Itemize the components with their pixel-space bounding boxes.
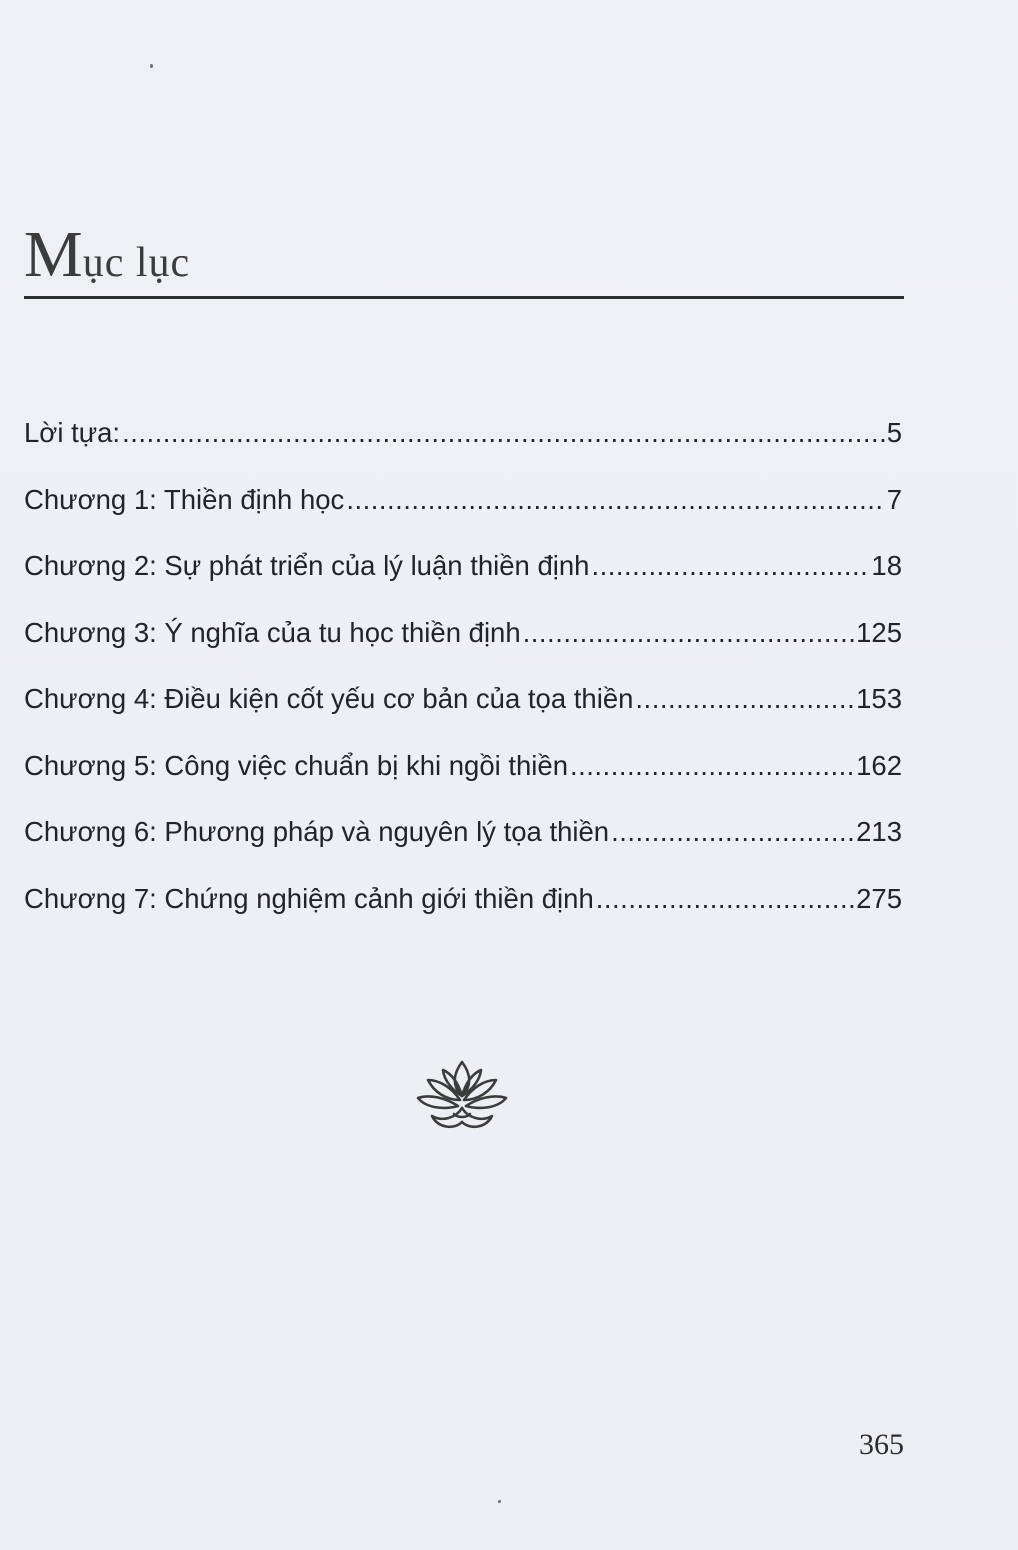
toc-entry[interactable] — [24, 410, 902, 477]
toc-entry[interactable] — [24, 676, 902, 743]
print-speck — [498, 1500, 501, 1503]
toc-entry-page: 275 — [856, 882, 902, 914]
toc-leader-dots — [523, 610, 854, 656]
lotus-icon — [412, 1056, 512, 1136]
toc-entry[interactable] — [24, 809, 902, 876]
toc-entry[interactable] — [24, 543, 902, 610]
toc-entry-label: Lời tựa: — [24, 417, 121, 448]
page-title-initial: M — [24, 218, 83, 291]
toc-entry[interactable] — [24, 876, 902, 943]
toc-leader-dots — [591, 543, 869, 589]
toc-leader-dots — [596, 876, 854, 922]
toc-entry-page: 162 — [856, 749, 902, 781]
toc-entry-page: 153 — [856, 683, 902, 714]
toc-leader-dots — [611, 809, 854, 855]
toc-entry-label: Chương 2: Sự phát triển của lý luận thiền định — [24, 550, 590, 581]
toc-entry[interactable] — [24, 743, 902, 810]
toc-entry-label: Chương 6: Phương pháp và nguyên lý tọa thiền — [24, 816, 610, 847]
table-of-contents — [24, 410, 902, 942]
toc-entry-page: 5 — [886, 417, 902, 448]
toc-entry-page: 7 — [886, 483, 902, 515]
toc-leader-dots — [346, 477, 884, 523]
toc-entry[interactable] — [24, 610, 902, 677]
toc-entry-label: Chương 5: Công việc chuẩn bị khi ngồi thiền — [24, 749, 568, 781]
page-title — [24, 218, 191, 291]
toc-leader-dots — [570, 743, 854, 789]
page-number: 365 — [859, 1428, 904, 1461]
toc-entry-label: Chương 7: Chứng nghiệm cảnh giới thiền định — [24, 882, 594, 914]
page-title-rest: ục lục — [82, 240, 191, 286]
toc-leader-dots — [122, 410, 885, 456]
toc-leader-dots — [635, 676, 854, 722]
toc-entry-label: Chương 1: Thiền định học — [24, 483, 345, 515]
title-divider — [24, 296, 904, 299]
toc-entry-label: Chương 4: Điều kiện cốt yếu cơ bản của tọa thiền — [24, 683, 634, 714]
toc-entry-page: 125 — [856, 616, 902, 648]
toc-entry-page: 18 — [871, 550, 902, 581]
toc-entry-page: 213 — [856, 816, 902, 847]
print-speck — [150, 64, 153, 68]
toc-entry[interactable] — [24, 477, 902, 544]
toc-entry-label: Chương 3: Ý nghĩa của tu học thiền định — [24, 616, 521, 648]
